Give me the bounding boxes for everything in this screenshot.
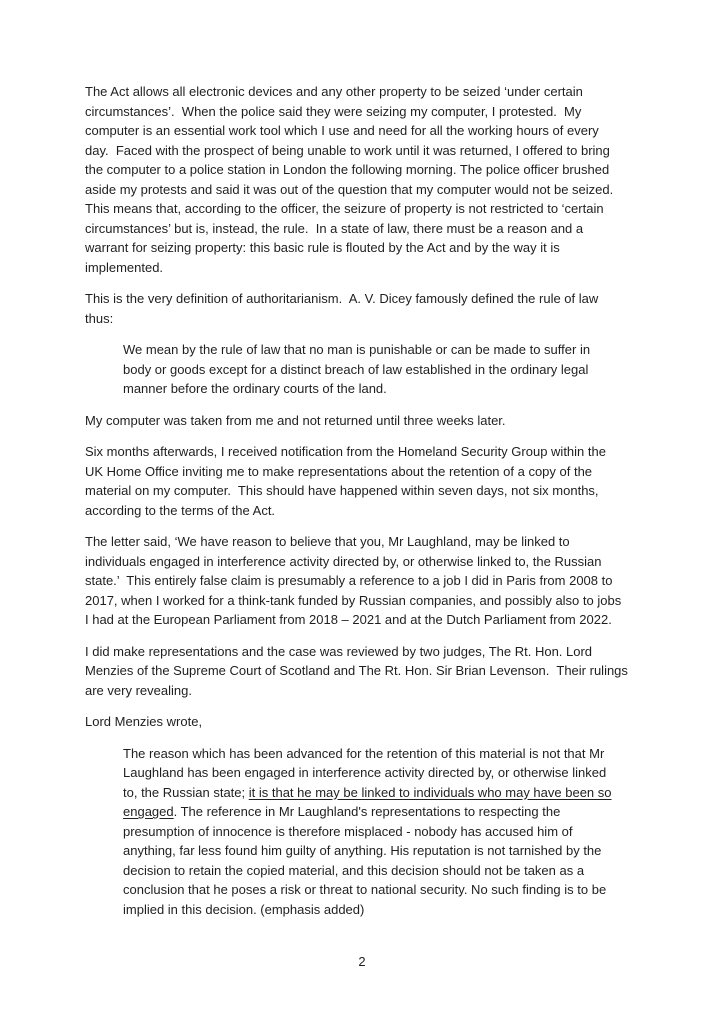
text-line: My computer was taken from me and not returned until three weeks later. bbox=[85, 412, 506, 428]
text-line: Lord Menzies wrote, bbox=[85, 714, 203, 729]
text-line bbox=[123, 783, 647, 803]
text-line bbox=[123, 802, 647, 822]
text-run: to, the Russian state; bbox=[123, 784, 249, 800]
text-line: implied in this decision. (emphasis added) bbox=[123, 901, 365, 917]
text-line: conclusion that he poses a risk or threat to national security. No such finding is to be bbox=[123, 882, 607, 897]
block-quote-menzies-ruling bbox=[85, 744, 647, 920]
page-number: 2 bbox=[358, 954, 366, 969]
text-line: The letter said, ‘We have reason to believe that you, Mr Laughland, may be linked to bbox=[85, 534, 570, 549]
text-line: implemented. bbox=[85, 259, 164, 275]
text-line: The Act allows all electronic devices and any other property to be seized ‘under certain bbox=[85, 84, 583, 99]
text-line: aside my protests and said it was out of the question that my computer would not be seized. bbox=[85, 181, 614, 197]
paragraph bbox=[85, 411, 647, 431]
text-line: presumption of innocence is therefore misplaced - nobody has accused him of bbox=[123, 823, 573, 839]
paragraph bbox=[85, 82, 647, 277]
text-line: Menzies of the Supreme Court of Scotland and The Rt. Hon. Sir Brian Levenson. Their rulings bbox=[85, 663, 628, 678]
text-line: are very revealing. bbox=[85, 682, 192, 698]
text-line: the computer to a police station in London the following morning. The police officer brushed bbox=[85, 162, 610, 177]
paragraph bbox=[85, 712, 647, 732]
text-line: state.’ This entirely false claim is presumably a reference to a job I did in Paris from 2008 to bbox=[85, 573, 613, 588]
text-line: This is the very definition of authoritarianism. A. V. Dicey famously defined the rule of law bbox=[85, 291, 599, 306]
text-line: warrant for seizing property: this basic rule is flouted by the Act and by the way it is bbox=[85, 240, 560, 255]
text-line: I did make representations and the case was reviewed by two judges, The Rt. Hon. Lord bbox=[85, 643, 593, 659]
document-body bbox=[85, 82, 647, 931]
text-line: material on my computer. This should have happened within seven days, not six months, bbox=[85, 483, 599, 498]
text-line: individuals engaged in interference activity directed by, or otherwise linked to, the Russian bbox=[85, 553, 602, 569]
paragraph bbox=[85, 289, 647, 328]
text-line: computer is an essential work tool which I use and need for all the working hours of every bbox=[85, 123, 599, 138]
text-line: UK Home Office inviting me to make representations about the retention of a copy of the bbox=[85, 463, 593, 479]
paragraph bbox=[85, 442, 647, 520]
text-line: decision to retain the copied material, and this decision should not be taken as a bbox=[123, 862, 585, 878]
text-line: manner before the ordinary courts of the land. bbox=[123, 381, 387, 396]
text-line: day. Faced with the prospect of being unable to work until it was returned, I offered to bring bbox=[85, 142, 610, 158]
text-line: anything, far less found him guilty of anything. His reputation is not tarnished by the bbox=[123, 843, 602, 858]
block-quote-dicey bbox=[85, 340, 647, 399]
text-line: according to the terms of the Act. bbox=[85, 502, 276, 518]
text-line: body or goods except for a distinct breach of law established in the ordinary legal bbox=[123, 361, 589, 377]
text-run: . The reference in Mr Laughland's representations to respecting the bbox=[173, 804, 561, 819]
text-line: I had at the European Parliament from 2018 – 2021 and at the Dutch Parliament from 2022. bbox=[85, 612, 612, 627]
paragraph bbox=[85, 532, 647, 630]
text-line: We mean by the rule of law that no man is punishable or can be made to suffer in bbox=[123, 342, 591, 357]
text-line: circumstances’ but is, instead, the rule. In a state of law, there must be a reason and a bbox=[85, 220, 584, 236]
text-line: The reason which has been advanced for the retention of this material is not that Mr bbox=[123, 745, 605, 761]
text-line: Six months afterwards, I received notification from the Homeland Security Group within the bbox=[85, 444, 606, 459]
text-line: circumstances’. When the police said they were seizing my computer, I protested. My bbox=[85, 103, 582, 119]
underlined-text: it is that he may be linked to individuals who may have been so bbox=[248, 784, 612, 800]
text-line: thus: bbox=[85, 310, 114, 326]
text-line: 2017, when I worked for a think-tank funded by Russian companies, and possibly also to jobs bbox=[85, 592, 622, 608]
paragraph bbox=[85, 642, 647, 701]
underlined-text: engaged bbox=[123, 804, 174, 819]
text-line: This means that, according to the officer, the seizure of property is not restricted to ‘certain bbox=[85, 201, 604, 216]
text-line: Laughland has been engaged in interference activity directed by, or otherwise linked bbox=[123, 765, 607, 780]
